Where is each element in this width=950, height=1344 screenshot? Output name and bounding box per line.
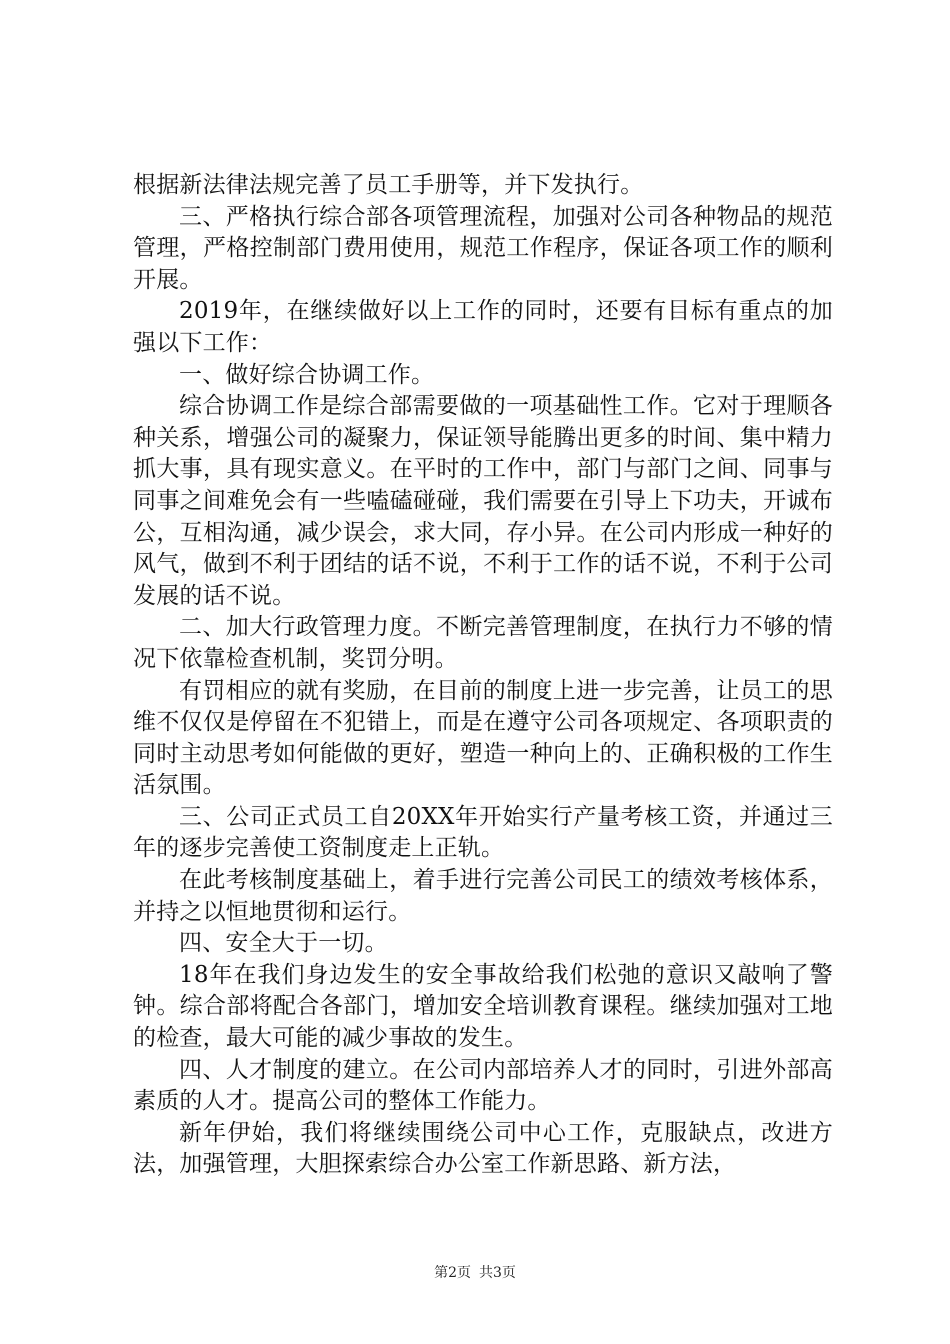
paragraph-12: 新年伊始，我们将继续围绕公司中心工作，克服缺点，改进方法，加强管理，大胆探索综合办公室工作新思路、新方法， bbox=[133, 1119, 833, 1178]
page-total: 共3页 bbox=[479, 1265, 516, 1281]
paragraph-0: 根据新法律法规完善了员工手册等，并下发执行。 bbox=[133, 172, 644, 198]
page-footer bbox=[0, 1262, 950, 1282]
page-number: 第2页 bbox=[434, 1265, 471, 1281]
paragraph-11: 四、人才制度的建立。在公司内部培养人才的同时，引进外部高素质的人才。提高公司的整体工作能力。 bbox=[133, 1056, 833, 1115]
paragraph-2: 2019年，在继续做好以上工作的同时，还要有目标有重点的加强以下工作： bbox=[133, 298, 833, 356]
paragraph-9: 四、安全大于一切。 bbox=[179, 930, 388, 957]
paragraph-3: 一、做好综合协调工作。 bbox=[179, 361, 435, 388]
paragraph-5: 二、加大行政管理力度。不断完善管理制度，在执行力不够的情况下依靠检查机制，奖罚分明。 bbox=[133, 614, 833, 672]
paragraph-7: 三、公司正式员工自20XX年开始实行产量考核工资，并通过三年的逐步完善使工资制度走上正轨。 bbox=[133, 803, 833, 862]
paragraph-6: 有罚相应的就有奖励，在目前的制度上进一步完善，让员工的思维不仅仅是停留在不犯错上，而是在遵守公司各项规定、各项职责的同时主动思考如何能做的更好，塑造一种向上的、正确积极的工作生活氛围。 bbox=[133, 677, 833, 799]
document-body bbox=[133, 170, 833, 1181]
paragraph-8: 在此考核制度基础上，着手进行完善公司民工的绩效考核体系，并持之以恒地贯彻和运行。 bbox=[133, 867, 833, 925]
paragraph-1: 三、严格执行综合部各项管理流程，加强对公司各种物品的规范管理，严格控制部门费用使用，规范工作程序，保证各项工作的顺利开展。 bbox=[133, 203, 833, 293]
paragraph-10: 18年在我们身边发生的安全事故给我们松弛的意识又敲响了警钟。综合部将配合各部门，增加安全培训教育课程。继续加强对工地的检查，最大可能的减少事故的发生。 bbox=[133, 961, 833, 1052]
paragraph-4: 综合协调工作是综合部需要做的一项基础性工作。它对于理顺各种关系，增强公司的凝聚力，保证领导能腾出更多的时间、集中精力抓大事，具有现实意义。在平时的工作中，部门与部门之间、同事与同事之间难免会有一些嗑磕碰碰，我们需要在引导上下功夫，开诚布公，互相沟通，减少误会，求大同，存小异。在公司内形成一种好的风气，做到不利于团结的话不说，不利于工作的话不说，不利于公司发展的话不说。 bbox=[133, 393, 833, 609]
